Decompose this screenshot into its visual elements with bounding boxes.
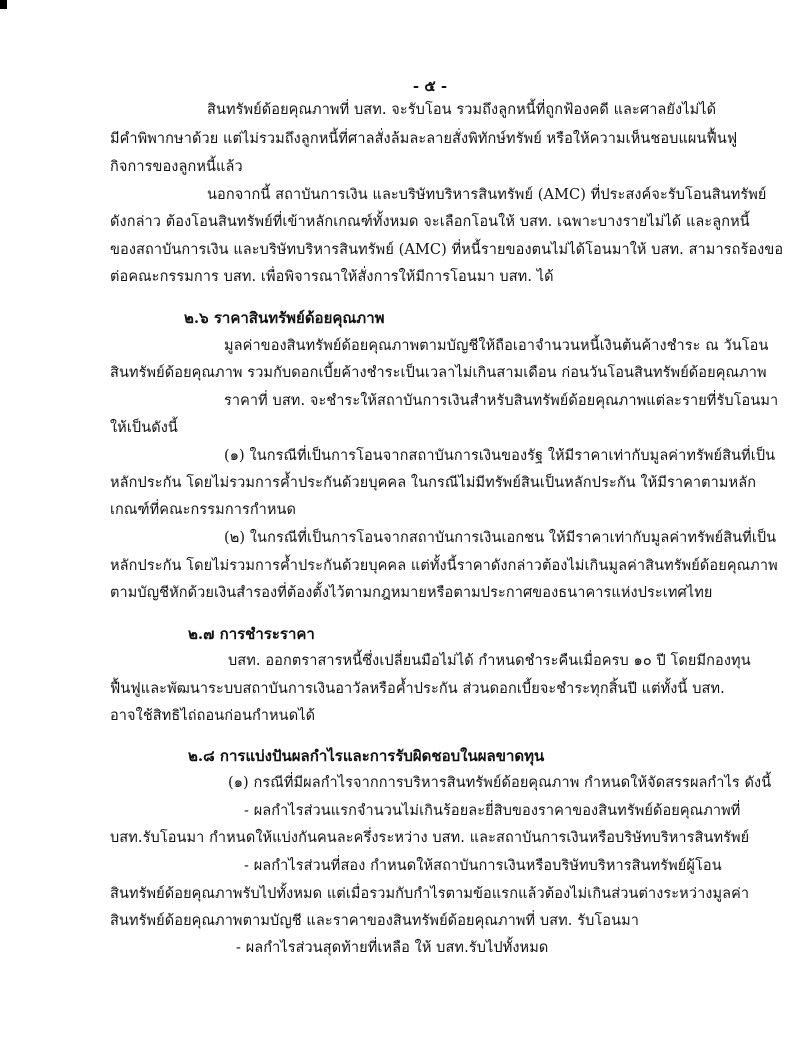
s26-para2-line-2: ให้เป็นดังนี้ — [110, 420, 178, 436]
s28-bullet2-line-3: สินทรัพย์ด้อยคุณภาพตามบัญชี และราคาของสินทรัพย์ด้อยคุณภาพที่ บสท. รับโอนมา — [110, 913, 640, 929]
amc-line-1: นอกจากนี้ สถาบันการเงิน และบริษัทบริหารสินทรัพย์ (AMC) ที่ประสงค์จะรับโอนสินทรัพย์ — [207, 187, 767, 203]
s28-bullet1-line-1: - ผลกำไรส่วนแรกจำนวนไม่เกินร้อยละยี่สิบของราคาของสินทรัพย์ด้อยคุณภาพที่ — [244, 803, 741, 819]
amc-line-3: ของสถาบันการเงิน และบริษัทบริหารสินทรัพย์ (AMC) ที่หนี้รายของตนไม่ได้โอนมาให้ บสท. สามารถร้องขอ — [110, 242, 784, 258]
s26-para1-line-2: สินทรัพย์ด้อยคุณภาพ รวมกับดอกเบี้ยค้างชำระเป็นเวลาไม่เกินสามเดือน ก่อนวันโอนสินทรัพย์ด้อยคุณภาพ — [110, 365, 767, 381]
intro-line-3: กิจการของลูกหนี้แล้ว — [110, 159, 243, 175]
s26-para1-line-1: มูลค่าของสินทรัพย์ด้อยคุณภาพตามบัญชีให้ถือเอาจำนวนหนี้เงินต้นค้างชำระ ณ วันโอน — [224, 338, 769, 354]
section-2-7-heading: ๒.๗ การชำระราคา — [188, 625, 315, 643]
section-2-8-heading: ๒.๘ การแบ่งปันผลกำไรและการรับผิดชอบในผลขาดทุน — [188, 747, 545, 765]
intro-line-2: มีคำพิพากษาด้วย แต่ไม่รวมถึงลูกหนี้ที่ศาลสั่งล้มละลายสั่งพิทักษ์ทรัพย์ หรือให้ความเห็นชอบแผนฟื้นฟู — [110, 131, 738, 147]
intro-line-1: สินทรัพย์ด้อยคุณภาพที่ บสท. จะรับโอน รวมถึงลูกหนี้ที่ถูกฟ้องคดี และศาลยังไม่ได้ — [207, 102, 717, 118]
s26-item1-line-3: เกณฑ์ที่คณะกรรมการกำหนด — [110, 502, 297, 518]
scan-corner-mark — [0, 0, 7, 9]
amc-line-4: ต่อคณะกรรมการ บสท. เพื่อพิจารณาให้สั่งการให้มีการโอนมา บสท. ได้ — [110, 269, 554, 285]
s27-line-2: ฟื้นฟูและพัฒนาระบบสถาบันการเงินอาวัลหรือค้ำประกัน ส่วนดอกเบี้ยจะชำระทุกสิ้นปี แต่ทั้งนี้ บสท. — [110, 681, 725, 697]
s26-item1-line-2: หลักประกัน โดยไม่รวมการค้ำประกันด้วยบุคคล ในกรณีไม่มีทรัพย์สินเป็นหลักประกัน ให้มีราคาตามหลัก — [110, 475, 757, 491]
s26-item1-line-1: (๑) ในกรณีที่เป็นการโอนจากสถาบันการเงินของรัฐ ให้มีราคาเท่ากับมูลค่าทรัพย์สินที่เป็น — [224, 448, 776, 464]
s26-item2-line-3: ตามบัญชีหักด้วยเงินสำรองที่ต้องตั้งไว้ตามกฎหมายหรือตามประกาศของธนาคารแห่งประเทศไทย — [110, 585, 713, 601]
amc-line-2: ดังกล่าว ต้องโอนสินทรัพย์ที่เข้าหลักเกณฑ์ทั้งหมด จะเลือกโอนให้ บสท. เฉพาะบางรายไม่ได้ และลูกหนี้ — [110, 214, 750, 230]
s27-line-1: บสท. ออกตราสารหนี้ซึ่งเปลี่ยนมือไม่ได้ กำหนดชำระคืนเมื่อครบ ๑๐ ปี โดยมีกองทุน — [228, 653, 751, 669]
s28-bullet1-line-2: บสท.รับโอนมา กำหนดให้แบ่งกันคนละครึ่งระหว่าง บสท. และสถาบันการเงินหรือบริษัทบริหารสินทรัพย์ — [110, 830, 750, 846]
s26-para2-line-1: ราคาที่ บสท. จะชำระให้สถาบันการเงินสำหรับสินทรัพย์ด้อยคุณภาพแต่ละรายที่รับโอนมา — [224, 393, 779, 409]
s27-line-3: อาจใช้สิทธิไถ่ถอนก่อนกำหนดได้ — [110, 708, 316, 724]
s28-bullet2-line-2: สินทรัพย์ด้อยคุณภาพรับไปทั้งหมด แต่เมื่อรวมกับกำไรตามข้อแรกแล้วต้องไม่เกินส่วนต่างระหว่างมูลค่า — [110, 886, 750, 902]
s28-bullet3: - ผลกำไรส่วนสุดท้ายที่เหลือ ให้ บสท.รับไปทั้งหมด — [236, 940, 549, 956]
s26-item2-line-1: (๒) ในกรณีที่เป็นการโอนจากสถาบันการเงินเอกชน ให้มีราคาเท่ากับมูลค่าทรัพย์สินที่เป็น — [224, 530, 777, 546]
page-number: - ๕ - — [412, 77, 448, 95]
s26-item2-line-2: หลักประกัน โดยไม่รวมการค้ำประกันด้วยบุคคล แต่ทั้งนี้ราคาดังกล่าวต้องไม่เกินมูลค่าสินทรัพย์ด้อยคุณภาพ — [110, 558, 778, 574]
s28-item1: (๑) กรณีที่มีผลกำไรจากการบริหารสินทรัพย์ด้อยคุณภาพ กำหนดให้จัดสรรผลกำไร ดังนี้ — [228, 775, 772, 791]
s28-bullet2-line-1: - ผลกำไรส่วนที่สอง กำหนดให้สถาบันการเงินหรือบริษัทบริหารสินทรัพย์ผู้โอน — [244, 858, 722, 874]
section-2-6-heading: ๒.๖ ราคาสินทรัพย์ด้อยคุณภาพ — [184, 309, 385, 327]
